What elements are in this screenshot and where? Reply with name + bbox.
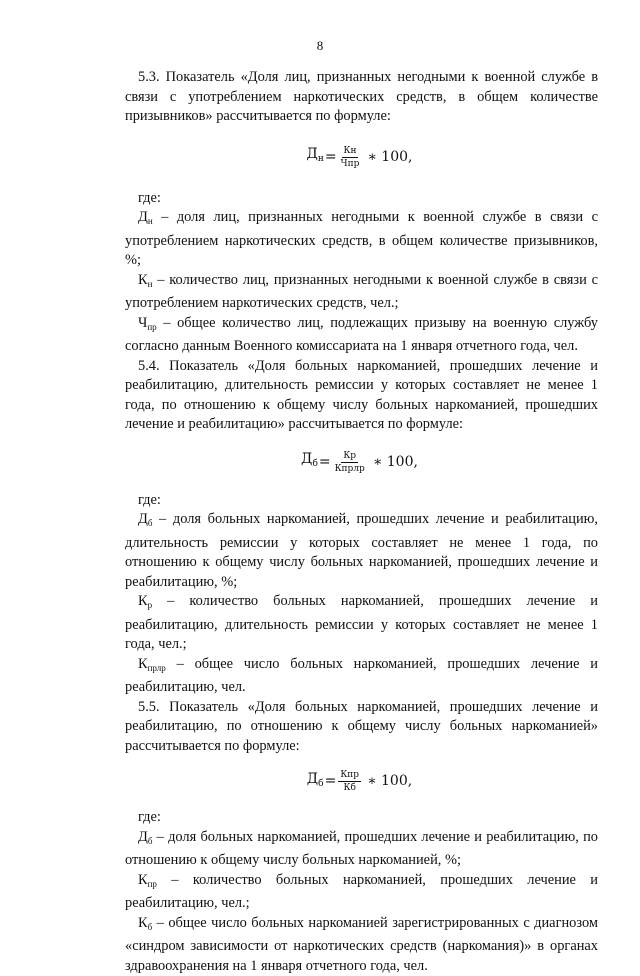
where-label: где: — [125, 808, 598, 828]
where-label: где: — [125, 491, 598, 511]
formula-lhs: $Д_б$ — [301, 450, 318, 475]
fraction-numerator: Кр — [341, 451, 358, 463]
formula-tail: ∗ 100, — [367, 772, 412, 792]
definition-item: $К_н$ – количество лиц, признанных негодными к военной службе в связи с употреблением наркотических средств, чел.; — [125, 271, 598, 314]
section-5-3-intro: 5.3. Показатель «Доля лиц, признанных негодными к военной службе в связи с употреблением наркотических средств, в общем количестве призывников» рассчитывается по формуле: — [125, 68, 598, 127]
section-5-4-intro: 5.4. Показатель «Доля больных наркоманией, прошедших лечение и реабилитацию, длительность ремиссии у которых составляет не менее 1 года, по отношению к общему числу больных наркоманией, прошедших лечение и реабилитацию» рассчитывается по формуле: — [125, 357, 598, 435]
definition-item: $К_б$ – общее число больных наркоманией зарегистрированных с диагнозом «синдром зависимости от наркотических средств (наркомания)» в органах здравоохранения на 1 января отчетного года, чел. — [125, 914, 598, 976]
definition-item: $К_{прлр}$ – общее число больных наркоманией, прошедших лечение и реабилитацию, чел. — [125, 655, 598, 698]
definition-item: $Д_б$ – доля больных наркоманией, прошедших лечение и реабилитацию, по отношению к общему числу больных наркоманией, %; — [125, 828, 598, 871]
fraction-denominator: Чпр — [339, 158, 362, 170]
definition-item: $Д_б$ – доля больных наркоманией, прошедших лечение и реабилитацию, длительность ремиссии у которых составляет не менее 1 года, по отношению к общему числу больных наркоманией, прошедших лечение и реабилитацию, %; — [125, 510, 598, 592]
formula-lhs: $Д_н$ — [307, 145, 324, 170]
definition-item: $К_р$ – количество больных наркоманией, прошедших лечение и реабилитацию, длительность ремиссии у которых составляет не менее 1 года, чел.; — [125, 592, 598, 655]
formula-fraction — [338, 770, 361, 794]
fraction-numerator: Кн — [342, 146, 359, 158]
formula-tail: ∗ 100, — [367, 148, 412, 168]
definition-item: $Ч_{пр}$ – общее количество лиц, подлежащих призыву на военную службу согласно данным Военного комиссариата на 1 января отчетного года, чел. — [125, 314, 598, 357]
formula-fraction — [333, 451, 367, 475]
page-number: 8 — [0, 38, 640, 54]
section-5-5-intro: 5.5. Показатель «Доля больных наркоманией, прошедших лечение и реабилитацию, по отношению к общему числу больных наркоманией» рассчитывается по формуле: — [125, 698, 598, 757]
formula-fraction — [339, 146, 362, 170]
fraction-numerator: Кпр — [338, 770, 361, 782]
formula-5-3: $Д_н$ = $\frac{Кн}{\text{Чпр}}$ ∗ 100, — [125, 127, 598, 189]
document-body — [125, 68, 598, 976]
formula-lhs: $Д_б$ — [307, 770, 324, 795]
formula-5-4: $Д_б$ = $\frac{Кр}{\text{Кпрлр}}$ ∗ 100, — [125, 435, 598, 491]
fraction-denominator: Кпрлр — [333, 463, 367, 475]
where-label: где: — [125, 189, 598, 209]
formula-tail: ∗ 100, — [373, 453, 418, 473]
definition-item: $Д_н$ – доля лиц, признанных негодными к военной службе в связи с употреблением наркотических средств, в общем количестве призывников, %; — [125, 208, 598, 271]
fraction-denominator: Кб — [342, 782, 358, 794]
formula-5-5: $Д_б$ = $\frac{\text{Кпр}}{Кб}$ ∗ 100, — [125, 756, 598, 808]
definition-item: $К_{пр}$ – количество больных наркоманией, прошедших лечение и реабилитацию, чел.; — [125, 871, 598, 914]
